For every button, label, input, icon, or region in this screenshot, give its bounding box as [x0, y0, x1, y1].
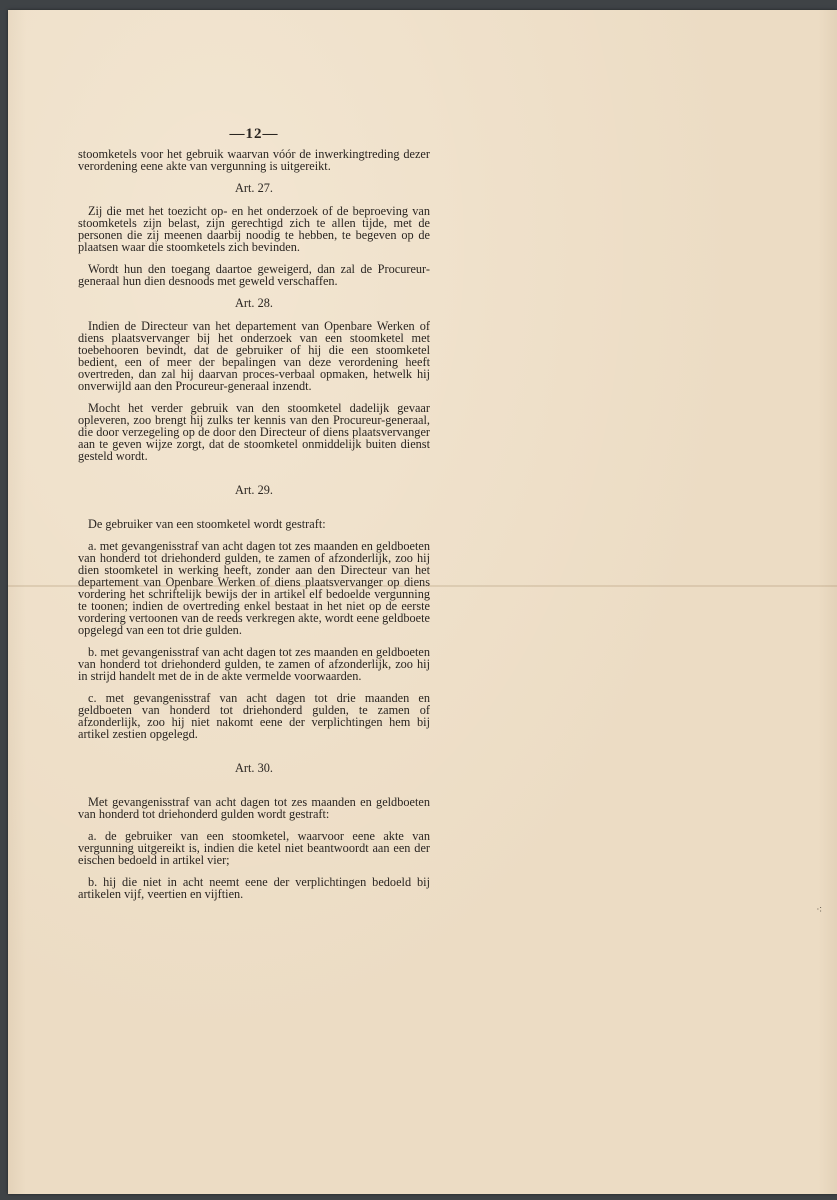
paragraph: Wordt hun den toegang daartoe geweigerd, dan zal de Procureur-generaal hun dien desnoods met geweld verschaffen.	[78, 262, 430, 288]
list-item: b. met gevangenisstraf van acht dagen tot zes maanden en geldboeten van honderd tot driehonderd gulden, te zamen of afzonderlijk, zoo hij in strijd handelt met de in de akte vermelde voorwaarden.	[78, 645, 430, 683]
paragraph: stoomketels voor het gebruik waarvan vóór de inwerkingtreding dezer verordening eene akte van vergunning is uitgereikt.	[78, 147, 430, 173]
list-item: b. hij die niet in acht neemt eene der verplichtingen bedoeld bij artikelen vijf, veertien en vijftien.	[78, 875, 430, 901]
paragraph: Indien de Directeur van het departement van Openbare Werken of diens plaatsvervanger bij het onderzoek van een stoomketel met toebehooren bevindt, dat de gebruiker of hij die een stoomketel bedient, een of meer der bepalingen van deze verordening heeft overtreden, dan zal hij daarvan proces-verbaal opmaken, hetwelk hij onverwijld aan den Procureur-generaal inzendt.	[78, 319, 430, 393]
article-heading: Art. 30.	[235, 761, 273, 775]
page-number: —12—	[229, 126, 279, 142]
paragraph: Zij die met het toezicht op- en het onderzoek of de beproeving van stoomketels zijn belast, zijn gerechtigd zich te allen tijde, met de personen die zij meenen daarbij noodig te hebben, te begeven op de plaatsen waar die stoomketels zich bevinden.	[78, 204, 430, 254]
paragraph: Mocht het verder gebruik van den stoomketel dadelijk gevaar opleveren, zoo brengt hij zulks ter kennis van den Procureur-generaal, die door verzegeling op de door den Directeur of diens plaatsvervanger aan te geven wijze zorgt, dat de stoomketel onmiddelijk buiten dienst gesteld wordt.	[78, 401, 430, 463]
ink-mark-icon: ⁖	[816, 903, 823, 916]
list-item: a. met gevangenisstraf van acht dagen tot zes maanden en geldboeten van honderd tot driehonderd gulden, te zamen of afzonderlijk, zoo hij dien stoomketel in werking heeft, zonder aan den Directeur van het departement van Openbare Werken of diens plaatsvervanger op diens vordering het schriftelijk bewijs der in artikel elf bedoelde vergunning te toonen; indien de overtreding enkel bestaat in het niet op de eerste vordering vertoonen van de reeds verkregen akte, wordt eene geldboete opgelegd van een tot drie gulden.	[78, 539, 430, 637]
article-heading: Art. 27.	[235, 181, 273, 195]
article-heading: Art. 29.	[235, 483, 273, 497]
article-heading: Art. 28.	[235, 296, 273, 310]
list-item: a. de gebruiker van een stoomketel, waarvoor eene akte van vergunning uitgereikt is, indien die ketel niet beantwoordt aan een der eischen bedoeld in artikel vier;	[78, 829, 430, 867]
paragraph: De gebruiker van een stoomketel wordt gestraft:	[88, 517, 326, 531]
list-item: c. met gevangenisstraf van acht dagen tot drie maanden en geldboeten van honderd tot driehonderd gulden, te zamen of afzonderlijk, zoo hij niet nakomt eene der verplichtingen hem bij artikel zestien opgelegd.	[78, 691, 430, 741]
document-page	[8, 10, 837, 1194]
paragraph: Met gevangenisstraf van acht dagen tot zes maanden en geldboeten van honderd tot driehonderd gulden wordt gestraft:	[78, 795, 430, 821]
document-text	[78, 128, 430, 910]
